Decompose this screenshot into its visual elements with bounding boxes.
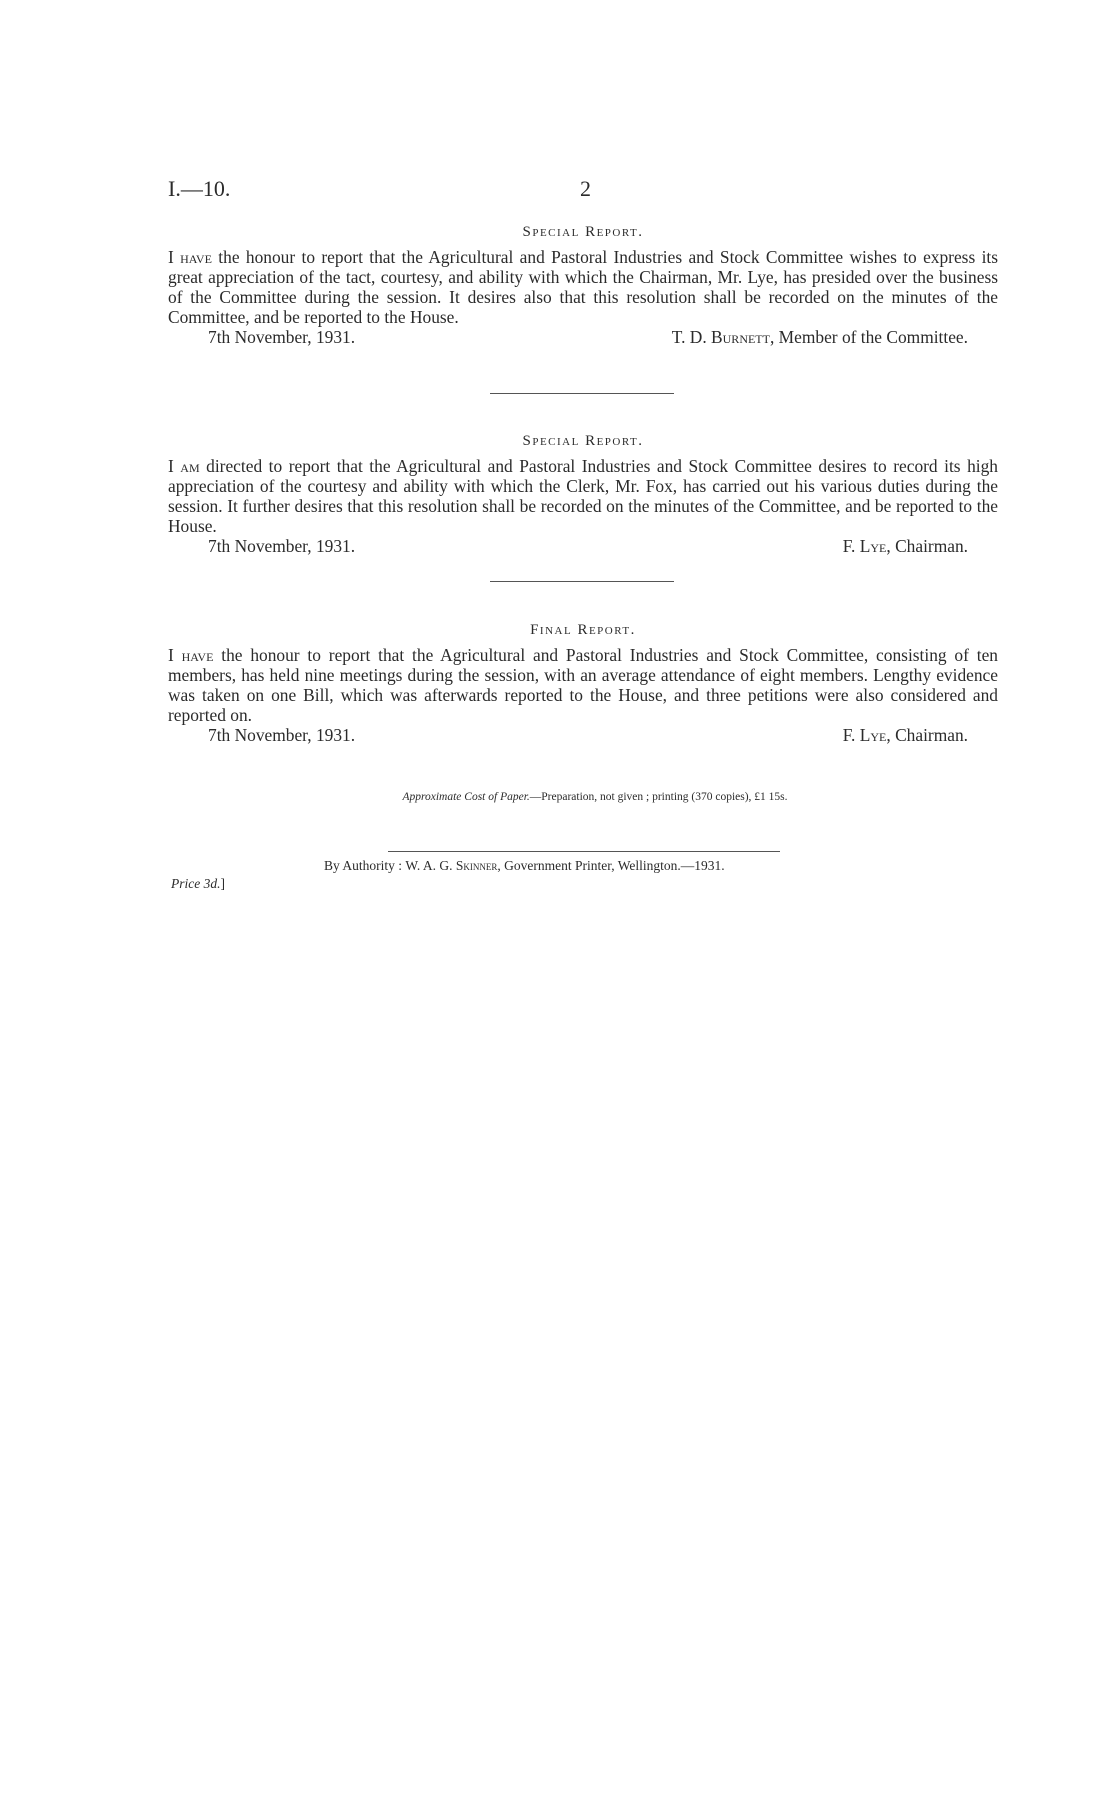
page-header (168, 176, 998, 206)
price-text: Price 3d. (171, 876, 221, 891)
signatory-name: T. D. Burnett (671, 327, 770, 347)
report-text: directed to report that the Agricultural and Pastoral Industries and Stock Committee desires to record its high appreciation of the courtesy and ability with which the Clerk, Mr. Fox, has carried out his various duties during the session. It further desires that this resolution shall be recorded on the minutes of the Committee, and be reported to the House. (168, 456, 998, 536)
signatory (672, 327, 968, 347)
signatory-name: F. Lye (842, 536, 887, 556)
report-lead: I am (168, 456, 200, 476)
report-date: 7th November, 1931. (208, 536, 356, 556)
signatory (843, 725, 968, 745)
report-text: the honour to report that the Agricultural and Pastoral Industries and Stock Committee, consisting of ten members, has held nine meetings during the session, with an average attendance of eight members. Lengthy evidence was taken on one Bill, which was afterwards reported to the House, and three petitions were also considered and reported on. (168, 645, 998, 725)
imprint-suffix: , Government Printer, Wellington.—1931. (497, 858, 725, 873)
printer-name: W. A. G. Skinner (405, 858, 498, 873)
report-title: Final Report. (530, 622, 636, 638)
report-body (168, 456, 998, 536)
imprint-rule (388, 851, 780, 852)
report-title: Special Report. (522, 433, 644, 449)
report-title: Special Report. (522, 224, 644, 240)
signature-row (168, 725, 998, 745)
special-report-2 (168, 433, 998, 556)
signature-row (168, 327, 998, 347)
page-number: 2 (580, 176, 591, 201)
report-body (168, 645, 998, 725)
cost-note-text: —Preparation, not given ; printing (370 copies), £1 15s. (529, 791, 788, 803)
report-body (168, 247, 998, 327)
cost-note-label: Approximate Cost of Paper. (402, 791, 530, 803)
signature-row (168, 536, 998, 556)
report-text: the honour to report that the Agricultural and Pastoral Industries and Stock Committee wishes to express its great appreciation of the tact, courtesy, and ability with which the Chairman, Mr. Lye, has presided over the business of the Committee during the session. It desires also that this resolution shall be recorded on the minutes of the Committee, and be reported to the House. (168, 247, 999, 327)
report-lead: I have (168, 645, 214, 665)
section-divider (490, 393, 674, 394)
price (171, 876, 225, 892)
report-lead: I have (168, 247, 212, 267)
signatory-name: F. Lye (842, 725, 887, 745)
report-date: 7th November, 1931. (208, 327, 356, 347)
printer-imprint (324, 858, 864, 874)
signatory-role: , Member of the Committee. (769, 327, 968, 347)
special-report-1 (168, 224, 998, 347)
section-divider (490, 581, 674, 582)
signatory (843, 536, 968, 556)
paper-reference: I.—10. (168, 176, 231, 201)
signatory-role: , Chairman. (886, 725, 968, 745)
final-report (168, 622, 998, 745)
imprint-prefix: By Authority : (324, 858, 406, 873)
price-bracket: ] (220, 876, 225, 891)
report-date: 7th November, 1931. (208, 725, 356, 745)
cost-note (330, 791, 860, 803)
signatory-role: , Chairman. (886, 536, 968, 556)
